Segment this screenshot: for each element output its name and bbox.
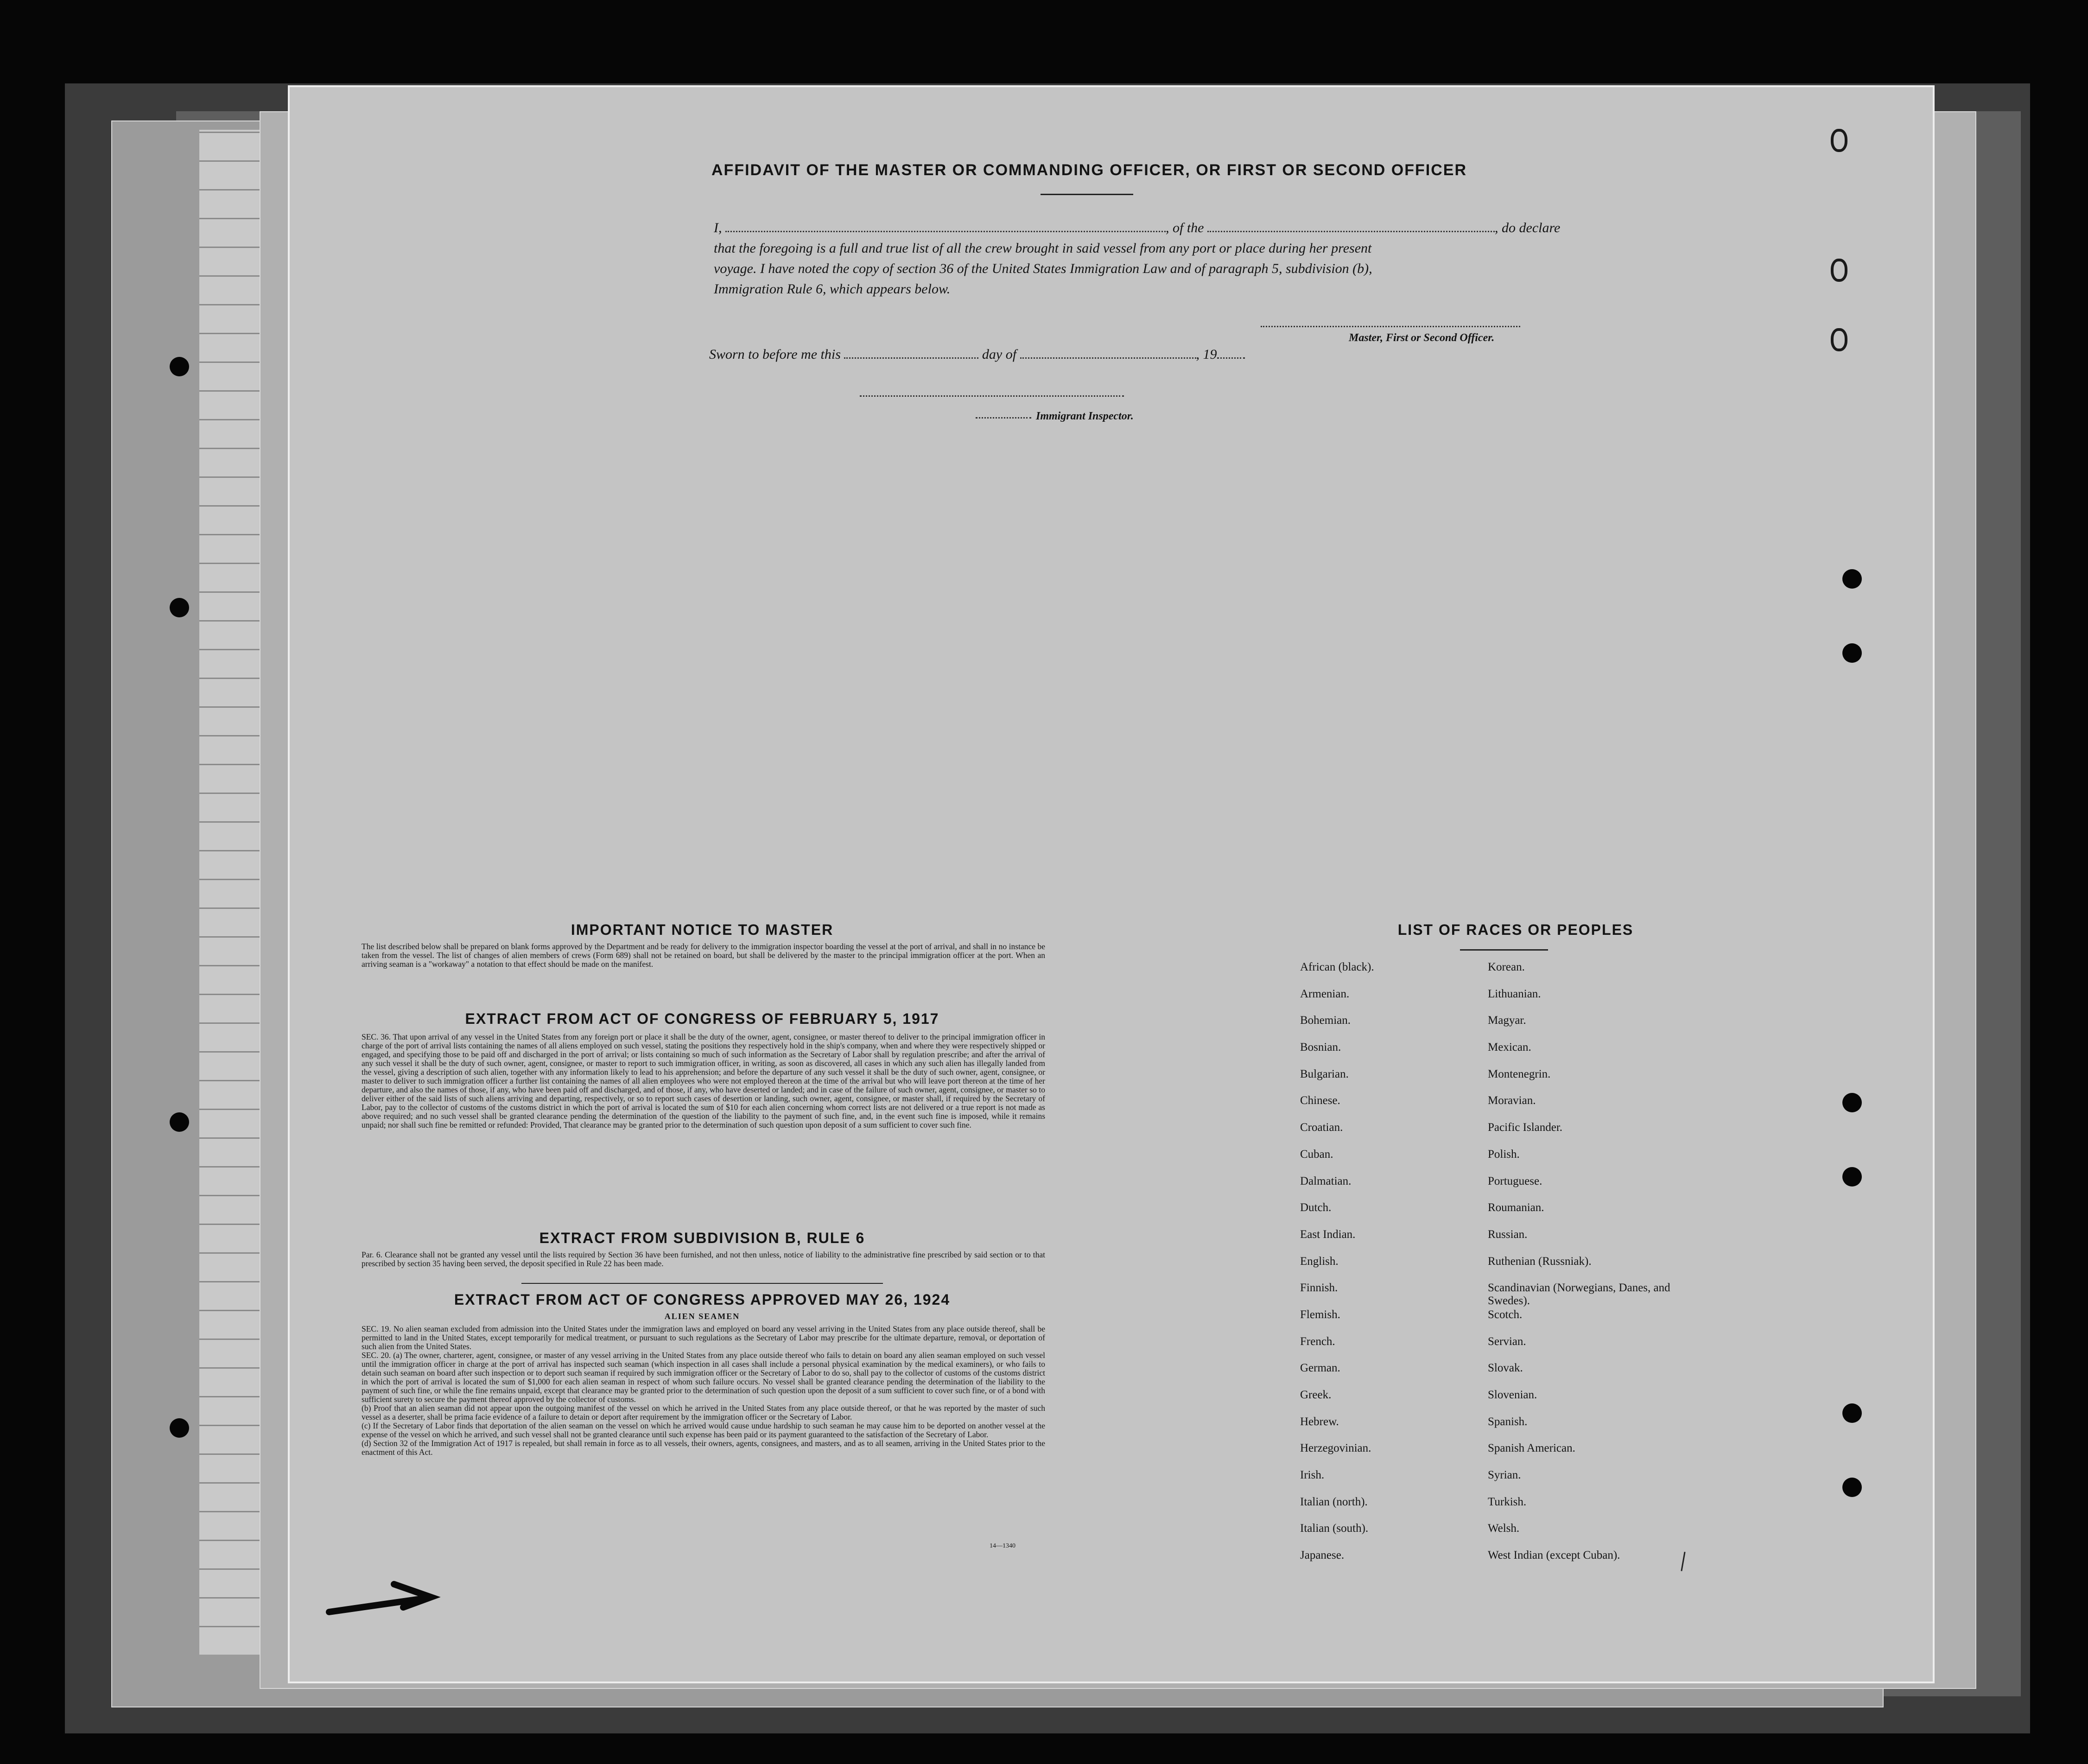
races-title: LIST OF RACES OR PEOPLES: [1397, 921, 1634, 938]
extract-1917-body: SEC. 36. That upon arrival of any vessel in the United States from any foreign port or place it shall be the duty of the owner, agent, consignee, or master thereof to deliver to the principal immigration officer in charge of the port of arrival lists containing the names of all aliens employed on such vessel, stating the positions they respectively hold in the ship's company, when and where they were respectively shipped or engaged, and specifying those to be paid off and discharged in the port of arrival; or lists containing so much of such information as the Secretary of Labor shall by regulation prescribe; and after the arrival of any such vessel it shall be the duty of such owner, agent, consignee, or master to report to such immigration officer, in writing, as soon as discovered, all cases in which any such alien has illegally landed from the vessel, giving a description of such alien, together with any information likely to lead to his apprehension; and before the departure of any such vessel it shall be the duty of such owner, agent, consignee, or master to deliver to such immigration officer a further list containing the names of all alien employees who were not employed thereon at the time of the arrival but who will leave port thereon at the time of her departure, and also the names of those, if any, who have been paid off and discharged, and of those, if any, who have deserted or landed; and in case of the failure of such owner, agent, consignee, or master so to deliver either of the said lists of such aliens arriving and departing, respectively, or so to report such cases of desertion or landing, such owner, agent, consignee, or master shall, if required by the Secretary of Labor, pay to the collector of customs of the customs district in which the port of arrival is located the sum of $10 for each alien concerning whom correct lists are not delivered or a true report is not made as above required; and no such vessel shall be granted clearance pending the determination of the question of the liability to the payment of such fine, and, in the event such fine is imposed, while it remains unpaid; nor shall such fine be remitted or refunded: Provided, That clearance may be granted prior to the determination of such question upon deposit of a sum sufficient to cover such fine.: [362, 1032, 1045, 1129]
race-item: Magyar.: [1488, 1014, 1526, 1027]
race-item: English.: [1300, 1255, 1339, 1268]
notice-title: IMPORTANT NOTICE TO MASTER: [571, 921, 834, 938]
race-item: Mexican.: [1488, 1041, 1531, 1054]
binder-hole: [170, 357, 189, 376]
extract-rule6-body: Par. 6. Clearance shall not be granted any vessel until the lists required by Section 36 have been furnished, and not then unless, notice of liability to the administrative fine prescribed by said section or to that prescribed by section 35 having been served, the deposit specified in Rule 22 has been made.: [362, 1250, 1045, 1268]
race-item: Dalmatian.: [1300, 1174, 1352, 1187]
punch-hole: [1842, 1478, 1862, 1497]
name-blank: [725, 227, 1166, 232]
race-item: Bohemian.: [1300, 1014, 1351, 1027]
race-item: Herzegovinian.: [1300, 1442, 1371, 1455]
race-item: Servian.: [1488, 1335, 1526, 1348]
punch-hole: [1842, 1167, 1862, 1187]
race-item: Moravian.: [1488, 1094, 1536, 1107]
race-item: Armenian.: [1300, 987, 1350, 1000]
race-item: Montenegrin.: [1488, 1067, 1551, 1080]
race-item: Roumanian.: [1488, 1201, 1544, 1214]
race-item: Turkish.: [1488, 1495, 1527, 1508]
punch-hole: [1842, 569, 1862, 589]
extract-1924-title: EXTRACT FROM ACT OF CONGRESS APPROVED MAY 26, 1924: [454, 1291, 951, 1308]
race-item: Cuban.: [1300, 1148, 1333, 1161]
race-item: Spanish American.: [1488, 1442, 1575, 1455]
races-right-column: [1488, 961, 1682, 1576]
extract-1924-sec20c: (c) If the Secretary of Labor finds that deportation of the alien seaman on the vessel on which he arrived would cause undue hardship to such seaman he may cause him to be deported on another vessel at the expense of the vessel on which he arrived, and such vessel shall not be granted clearance until such expense has been paid or its payment guaranteed to the satisfaction of the Secretary of Labor.: [362, 1421, 1045, 1439]
race-item: Hebrew.: [1300, 1415, 1339, 1428]
race-item: Greek.: [1300, 1389, 1332, 1401]
race-item: Syrian.: [1488, 1469, 1521, 1482]
section-rule: [521, 1283, 883, 1284]
race-item: French.: [1300, 1335, 1335, 1348]
punch-hole: [1842, 1093, 1862, 1112]
race-item: Dutch.: [1300, 1201, 1332, 1214]
extract-1924-subtitle: ALIEN SEAMEN: [664, 1312, 740, 1321]
races-title-rule: [1460, 949, 1548, 951]
race-item: Russian.: [1488, 1228, 1528, 1241]
inspector-label: Immigrant Inspector.: [1036, 410, 1134, 422]
race-item: Bulgarian.: [1300, 1067, 1349, 1080]
race-item: Flemish.: [1300, 1308, 1340, 1321]
title-rule: [1041, 194, 1133, 195]
race-item: Slovak.: [1488, 1362, 1523, 1375]
line1-declare: , do declare: [1495, 220, 1561, 235]
race-item: German.: [1300, 1362, 1340, 1375]
affidavit-line-1: [714, 218, 1845, 238]
extract-1924-sec19: SEC. 19. No alien seaman excluded from admission into the United States under the immigration laws and employed on board any vessel arriving in the United States from any place outside thereof, shall be permitted to land in the United States, except temporarily for medical treatment, or pursuant to such regulations as the Secretary of Labor may prescribe for the ultimate departure, removal, or deportation of such alien from the United States.: [362, 1324, 1045, 1351]
race-item: Chinese.: [1300, 1094, 1340, 1107]
punch-hole: [1842, 643, 1862, 663]
extract-1924-sec20b: (b) Proof that an alien seaman did not appear upon the outgoing manifest of the vessel on which he arrived in the United States from any place outside thereof, or that he was reported by the master of such vessel as a deserter, shall be prima facie evidence of a failure to detain or deport after requirement by the immigration officer or the Secretary of Labor.: [362, 1403, 1045, 1421]
year-blank: [1217, 354, 1245, 359]
affidavit-line-4: Immigration Rule 6, which appears below.: [714, 281, 951, 297]
sworn-prefix: Sworn to before me this: [709, 347, 841, 362]
race-item: Croatian.: [1300, 1121, 1343, 1134]
race-item: Slovenian.: [1488, 1389, 1537, 1401]
signature-line: [1261, 326, 1520, 327]
notice-body: The list described below shall be prepared on blank forms approved by the Department and be ready for delivery to the immigration inspector boarding the vessel at the port of arrival, and shall in no instance be taken from the vessel. The list of changes of alien members of crews (Form 689) shall not be retained on board, but shall be delivered by the master to the principal immigration officer at the port. When an arriving seaman is a "workaway" a notation to that effect should be made on the manifest.: [362, 942, 1045, 969]
race-item: Portuguese.: [1488, 1174, 1542, 1187]
sworn-line: [709, 347, 1245, 362]
race-item: Irish.: [1300, 1469, 1325, 1482]
affidavit-body: [714, 218, 1845, 299]
month-blank: [1020, 354, 1196, 359]
race-item: Polish.: [1488, 1148, 1520, 1161]
arrow-mark-icon: [324, 1575, 445, 1626]
race-item: Scandinavian (Norwegians, Danes, and Swedes).: [1488, 1282, 1670, 1307]
punch-hole: [1831, 129, 1847, 152]
race-item: Italian (north).: [1300, 1495, 1368, 1508]
race-item: African (black).: [1300, 961, 1374, 973]
race-item: Finnish.: [1300, 1282, 1338, 1294]
race-item: West Indian (except Cuban).: [1488, 1549, 1620, 1562]
punch-hole: [1831, 328, 1847, 351]
day-blank: [844, 354, 978, 359]
race-item: East Indian.: [1300, 1228, 1356, 1241]
race-item: Pacific Islander.: [1488, 1121, 1563, 1134]
affidavit-title: AFFIDAVIT OF THE MASTER OR COMMANDING OFFICER, OR FIRST OR SECOND OFFICER: [711, 161, 1467, 179]
race-item: Japanese.: [1300, 1549, 1345, 1562]
race-item: Scotch.: [1488, 1308, 1523, 1321]
inspector-dots: [976, 417, 1031, 419]
race-item: Ruthenian (Russniak).: [1488, 1255, 1592, 1268]
race-item: Bosnian.: [1300, 1041, 1341, 1054]
affidavit-line-2: that the foregoing is a full and true list of all the crew brought in said vessel from any port or place during her present: [714, 241, 1372, 256]
punch-hole: [1842, 1403, 1862, 1423]
signature-label: Master, First or Second Officer.: [1349, 332, 1495, 344]
sworn-year: , 19: [1196, 347, 1217, 362]
extract-1924-sec20d: (d) Section 32 of the Immigration Act of 1917 is repealed, but shall remain in force as to all vessels, their owners, agents, consignees, and masters, and as to all seamen, arriving in the United States prior to the enactment of this Act.: [362, 1439, 1045, 1457]
race-item: Italian (south).: [1300, 1522, 1369, 1535]
sworn-day-of: day of: [982, 347, 1017, 362]
binder-hole: [170, 598, 189, 617]
line1-i: I,: [714, 220, 722, 235]
race-item: Lithuanian.: [1488, 987, 1541, 1000]
form-number: 14—1340: [990, 1542, 1015, 1549]
races-left-column: [1300, 961, 1476, 1576]
extract-1917-title: EXTRACT FROM ACT OF CONGRESS OF FEBRUARY 5, 1917: [465, 1010, 939, 1027]
inspector-line: [860, 395, 1124, 397]
affidavit-line-3: voyage. I have noted the copy of section 36 of the United States Immigration Law and of paragraph 5, subdivision (b),: [714, 261, 1372, 276]
vessel-blank: [1207, 227, 1495, 232]
extract-1924-sec20a: SEC. 20. (a) The owner, charterer, agent, consignee, or master of any vessel arriving in the United States from any place outside thereof who fails to detain on board any alien seaman employed on such vessel until the immigration officer in charge at the port of arrival has inspected such seaman (which inspection in all cases shall include a personal physical examination by the medical examiners), or who fails to detain such seaman on board after such inspection or to deport such seaman if required by such immigration officer or the Secretary of Labor to do so, shall pay to the collector of customs of the customs district in which the port of arrival is located the sum of $1,000 for each alien seaman in respect of whom such failure occurs. No vessel shall be granted clearance pending the determination of the liability to the payment of such fine, or while the fine remains unpaid, except that clearance may be granted prior to the determination of such question upon the deposit of a sum sufficient to cover such fine, or of a bond with sufficient surety to secure the payment thereof approved by the collector of customs.: [362, 1351, 1045, 1404]
binder-hole: [170, 1112, 189, 1132]
race-item: Korean.: [1488, 961, 1525, 973]
race-item: Spanish.: [1488, 1415, 1528, 1428]
line1-of-the: , of the: [1166, 220, 1204, 235]
form-sheet: [290, 87, 1933, 1682]
race-item: Welsh.: [1488, 1522, 1520, 1535]
extract-1924-body: [362, 1325, 1045, 1457]
extract-rule6-title: EXTRACT FROM SUBDIVISION B, RULE 6: [539, 1230, 865, 1246]
binder-hole: [170, 1418, 189, 1438]
